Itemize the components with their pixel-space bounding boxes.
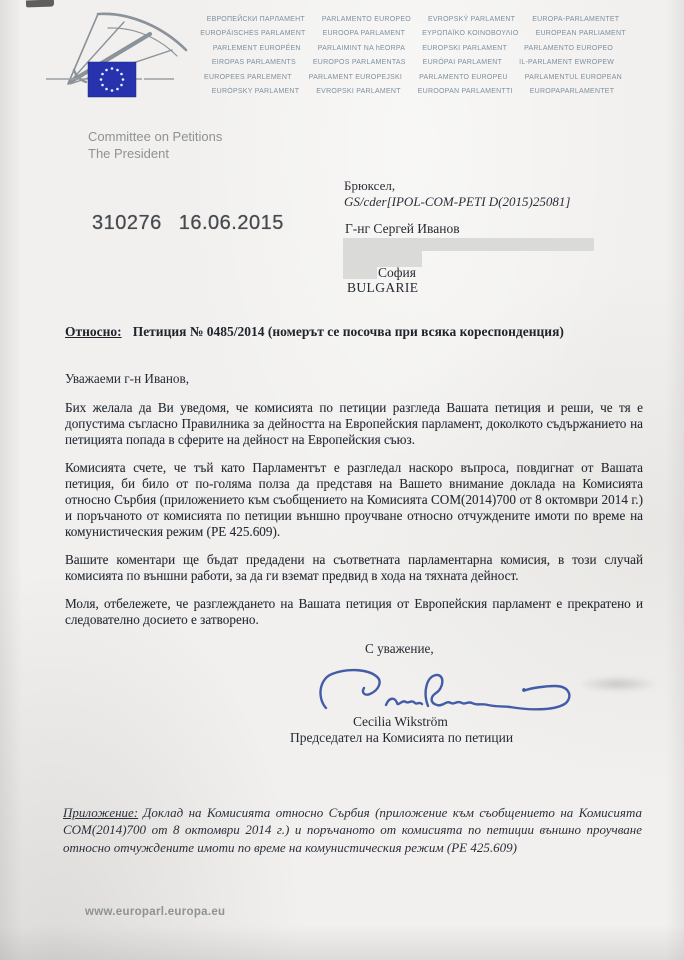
body-paragraph: Комисията счете, че тъй като Парламентът е разгледал наскоро въпроса, повдигнат от Вашата петиция, би било от по-голяма полза да представя на Вашето внимание доклада на Комисията относно Сърбия (приложението към съобщението на Комисията COM(2014)700 от 8 октомври 2014 г.) и поръчаното от комисията по петиции външно проучване относно отчуждените имоти по време на комунистическия режим (PE 425.609). — [65, 460, 643, 539]
parliament-name: EUROOPA PARLAMENT — [322, 30, 406, 38]
stamp-date: 16.06.2015 — [178, 212, 284, 234]
stamp-number: 310276 — [92, 212, 162, 234]
parliament-name: EUROPSKI PARLAMENT — [422, 44, 508, 52]
parliament-name: EUROPA-PARLAMENTET — [532, 16, 620, 23]
reference-block — [344, 178, 570, 209]
recipient-country: BULGARIE — [347, 280, 419, 295]
handwritten-signature-icon — [310, 660, 590, 720]
place-line: Брюксел, — [344, 178, 396, 193]
enclosure-text: Доклад на Комисията относно Сърбия (приложение към съобщението на Комисията COM(2014)700 от 8 октомври 2014 г.) и поръчаното от комисията по петиции външно проучване относно отчуждените имоти по време на комунистическия режим (PE 425.609) — [63, 805, 642, 855]
parliament-name: ΕΥΡΩΠΑΪΚΟ ΚΟΙΝΟΒΟΥΛΙΟ — [422, 30, 519, 38]
reference-number: GS/cder[IPOL-COM-PETI D(2015)25081] — [344, 193, 571, 209]
parliament-name: ЕВРОПЕЙСКИ ПАРЛАМЕНТ — [206, 16, 305, 23]
letterhead-languages — [176, 13, 650, 99]
parliament-name: EURÓPSKY PARLAMENT — [211, 88, 300, 96]
letterhead-row — [176, 42, 650, 56]
letterhead-row — [176, 85, 650, 99]
enclosure-label: Приложение: — [63, 805, 139, 820]
parliament-name: PARLAMENT EUROPEJSKI — [308, 73, 403, 81]
body-paragraph: Моля, отбележете, че разглеждането на Вашата петиция от Европейския парламент е прекратено и следователно досието е затворено. — [65, 596, 643, 627]
parliament-name: PARLAMENTO EUROPEO — [321, 16, 411, 23]
parliament-name: EUROOPAN PARLAMENTTI — [417, 88, 513, 96]
parliament-name: EVROPSKÝ PARLAMENT — [427, 16, 516, 23]
scan-smudge — [578, 676, 658, 692]
salutation: Уважаеми г-н Иванов, — [65, 371, 190, 386]
enclosure-note — [63, 804, 642, 856]
signer-title: Председател на Комисията по петиции — [290, 730, 514, 745]
letterhead-row — [176, 13, 650, 27]
recipient-name: Г-нг Сергей Иванов — [345, 221, 460, 236]
parliament-name: PARLAMENTO EUROPEO — [524, 44, 614, 52]
parliament-name: EUROPOS PARLAMENTAS — [312, 59, 406, 67]
body-paragraph: Вашите коментари ще бъдат предадени на съответната парламентарна комисия, в този случай комисията по външни работи, за да ги вземат предвид в хода на тяхната дейност. — [65, 552, 643, 583]
parliament-name: PARLAMENTUL EUROPEAN — [524, 73, 622, 81]
parliament-name: PARLAMENTO EUROPEU — [419, 73, 508, 81]
parliament-name: EUROPÄISCHES PARLAMENT — [200, 30, 306, 38]
registration-stamp — [92, 212, 284, 235]
recipient-city: София — [378, 265, 416, 280]
parliament-name: EVROPSKI PARLAMENT — [316, 88, 401, 96]
parliament-name: EUROPAPARLAMENTET — [529, 88, 615, 96]
parliament-name: IL-PARLAMENT EWROPEW — [519, 59, 615, 67]
parliament-name: EUROPEAN PARLIAMENT — [535, 30, 626, 38]
committee-name: Committee on Petitions — [88, 129, 223, 144]
subject-line — [65, 324, 643, 340]
redaction-bar — [343, 238, 594, 251]
sender-block — [88, 129, 222, 162]
subject-label: Относно: — [65, 324, 122, 339]
parliament-name: PARLEMENT EUROPÉEN — [212, 44, 301, 52]
redaction-bar — [343, 267, 377, 279]
signer-name: Cecilia Wikström — [353, 714, 448, 729]
parliament-name: EUROPEES PARLEMENT — [204, 73, 292, 81]
valediction: С уважение, — [365, 641, 434, 656]
sender-title: The President — [88, 145, 169, 161]
body-paragraph: Бих желала да Ви уведомя, че комисията по петиции разгледа Вашата петиция и реши, че тя е допустима съгласно Правилника за дейността на Европейския парламент, доколкото съдържанието на петицията попада в сферите на дейност на Европейския съюз. — [65, 400, 643, 447]
subject-text: Петиция № 0485/2014 (номерът се посочва при всяка кореспонденция) — [132, 324, 564, 339]
letterhead-row — [176, 56, 650, 70]
parliament-name: EIROPAS PARLAMENTS — [211, 59, 296, 67]
footer-url: www.europarl.europa.eu — [85, 906, 226, 918]
parliament-name: PARLAIMINT NA hEORPA — [317, 44, 406, 52]
letterhead-row — [176, 27, 650, 41]
parliament-name: EURÓPAI PARLAMENT — [422, 59, 503, 67]
letterhead-row — [176, 71, 650, 85]
